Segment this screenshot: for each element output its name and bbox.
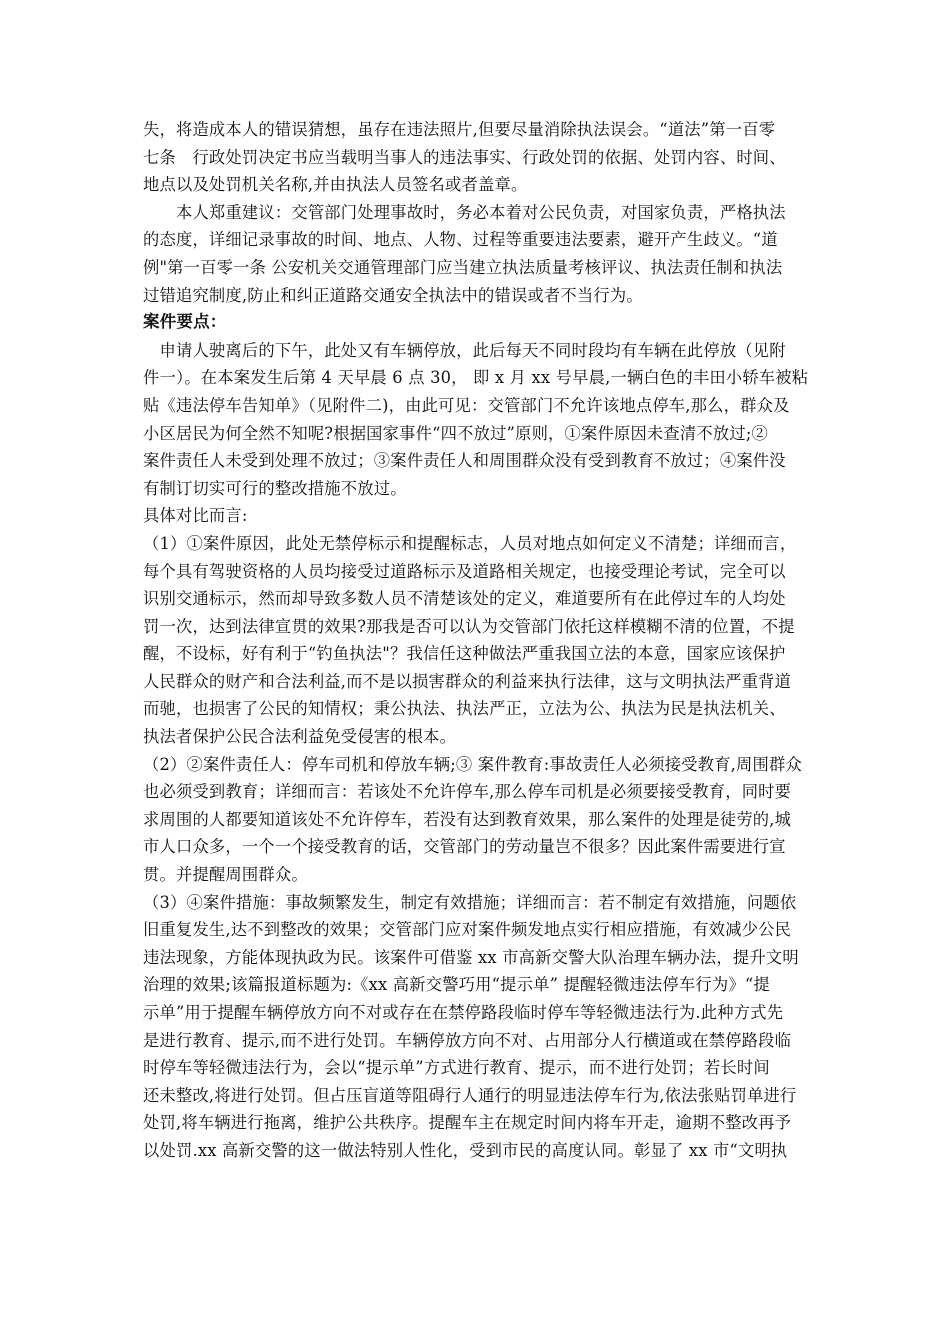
paragraph-traffic-law-article-107: [143, 116, 808, 199]
text-line: 七条 行政处罚决定书应当载明当事人的违法事实、行政处罚的依据、处罚内容、时间、: [143, 147, 786, 167]
paragraph-point-1: [143, 530, 808, 751]
text-line: 示单”用于提醒车辆停放方向不对或存在在禁停路段临时停车等轻微违法行为.此种方式先: [143, 1003, 784, 1022]
paragraph-recommendation: [143, 199, 808, 309]
text-line: 以处罚.xx 高新交警的这一做法特别人性化，受到市民的高度认同。彰显了 xx 市“文明执: [143, 1140, 788, 1160]
text-line: 有制订切实可行的整改措施不放过。: [143, 478, 407, 498]
text-line: 贯。并提醒周围群众。: [143, 865, 308, 885]
text-line: 小区居民为何全然不知呢?根据国家事件“四不放过”原则，①案件原因未查清不放过;②: [143, 423, 768, 443]
text-line: 旧重复发生,达不到整改的效果；交管部门应对案件频发地点实行相应措施，有效减少公民: [143, 920, 792, 940]
text-line: 的态度，详细记录事故的时间、地点、人物、过程等重要违法要素，避开产生歧义。“道: [143, 230, 778, 250]
section-heading: 案件要点：: [143, 313, 227, 332]
text-line: 案件责任人未受到处理不放过；③案件责任人和周围群众没有受到教育不放过；④案件没: [143, 451, 786, 471]
text-line: （3）④案件措施：事故频繁发生，制定有效措施；详细而言：若不制定有效措施，问题依: [143, 892, 797, 912]
text-line: 而驰，也损害了公民的知情权；秉公执法、执法严正，立法为公、执法为民是执法机关、: [143, 699, 786, 719]
paragraph-point-3: [143, 889, 808, 1165]
text-line: 过错追究制度,防止和纠正道路交通安全执法中的错误或者不当行为。: [143, 285, 643, 305]
text-line: 醒，不设标，好有利于“钓鱼执法"？我信任这种做法严重我国立法的本意，国家应该保护: [143, 644, 786, 664]
text-line: 是进行教育、提示,而不进行处罚。车辆停放方向不对、占用部分人行横道或在禁停路段临: [143, 1030, 792, 1050]
text-line: 违法现象，方能体现执政为民。该案件可借鉴 xx 市高新交警大队治理车辆办法，提升文明: [143, 947, 799, 967]
text-line: 处罚,将车辆进行拖离，维护公共秩序。提醒车主在规定时间内将车开走，逾期不整改再予: [143, 1113, 792, 1133]
text-line: 每个具有驾驶资格的人员均接受过道路标示及道路相关规定，也接受理论考试，完全可以: [143, 561, 786, 581]
subheading: 具体对比而言:: [143, 506, 248, 526]
text-line: 求周围的人都要知道该处不允许停车，若没有达到教育效果，那么案件的处理是徒劳的,城: [143, 809, 792, 829]
text-line: 贴《违法停车告知单》（见附件二)，由此可见：交管部门不允许该地点停车,那么，群众及: [143, 395, 790, 415]
text-line: （1）①案件原因，此处无禁停标示和提醒标志，人员对地点如何定义不清楚；详细而言，: [143, 533, 797, 553]
text-line: 市人口众多，一个一个接受教育的话，交管部门的劳动量岂不很多？因此案件需要进行宣: [143, 837, 786, 857]
text-line: 件一）。在本案发生后第 4 天早晨 6 点 30， 即 x 月 xx 号早晨,一辆白色的丰田小轿车被粘: [143, 368, 808, 388]
text-line: 罚一次，达到法律宣贯的效果?那我是否可以认为交管部门依托这样模糊不清的位置，不提: [143, 616, 795, 636]
text-line: 地点以及处罚机关名称,并由执法人员签名或者盖章。: [143, 175, 528, 195]
text-line: 失，将造成本人的错误猜想，虽存在违法照片,但要尽量消除执法误会。“道法”第一百零: [143, 120, 776, 139]
text-line: 识别交通标示，然而却导致多数人员不清楚该处的定义，难道要所有在此停过车的人均处: [143, 589, 786, 609]
text-line: 申请人驶离后的下午，此处又有车辆停放，此后每天不同时段均有车辆在此停放（见附: [143, 340, 786, 360]
text-line: 本人郑重建议：交管部门处理事故时，务必本着对公民负责，对国家负责，严格执法: [143, 202, 786, 222]
text-line: 人民群众的财产和合法利益,而不是以损害群众的利益来执行法律，这与文明执法严重背道: [143, 671, 792, 691]
text-line: 执法者保护公民合法利益免受侵害的根本。: [143, 727, 457, 747]
text-line: 时停车等轻微违法行为，会以“提示单”方式进行教育、提示，而不进行处罚；若长时间: [143, 1058, 770, 1078]
text-line: 例"第一百零一条 公安机关交通管理部门应当建立执法质量考核评议、执法责任制和执法: [143, 257, 783, 277]
text-line: 治理的效果;该篇报道标题为:《xx 高新交警巧用“提示单” 提醒轻微违法停车行为》“提: [143, 975, 770, 995]
text-line: 也必须受到教育；详细而言：若该处不允许停车,那么停车司机是必须要接受教育，同时要: [143, 782, 792, 802]
paragraph-case-summary: [143, 337, 808, 503]
document-page: [143, 116, 808, 1165]
text-line: 还未整改,将进行处罚。但占压盲道等阻碍行人通行的明显违法停车行为,依法张贴罚单进行: [143, 1085, 797, 1105]
text-line: （2）②案件责任人：停车司机和停放车辆;③ 案件教育:事故责任人必须接受教育,周围群众: [143, 754, 802, 774]
paragraph-point-2: [143, 751, 808, 889]
